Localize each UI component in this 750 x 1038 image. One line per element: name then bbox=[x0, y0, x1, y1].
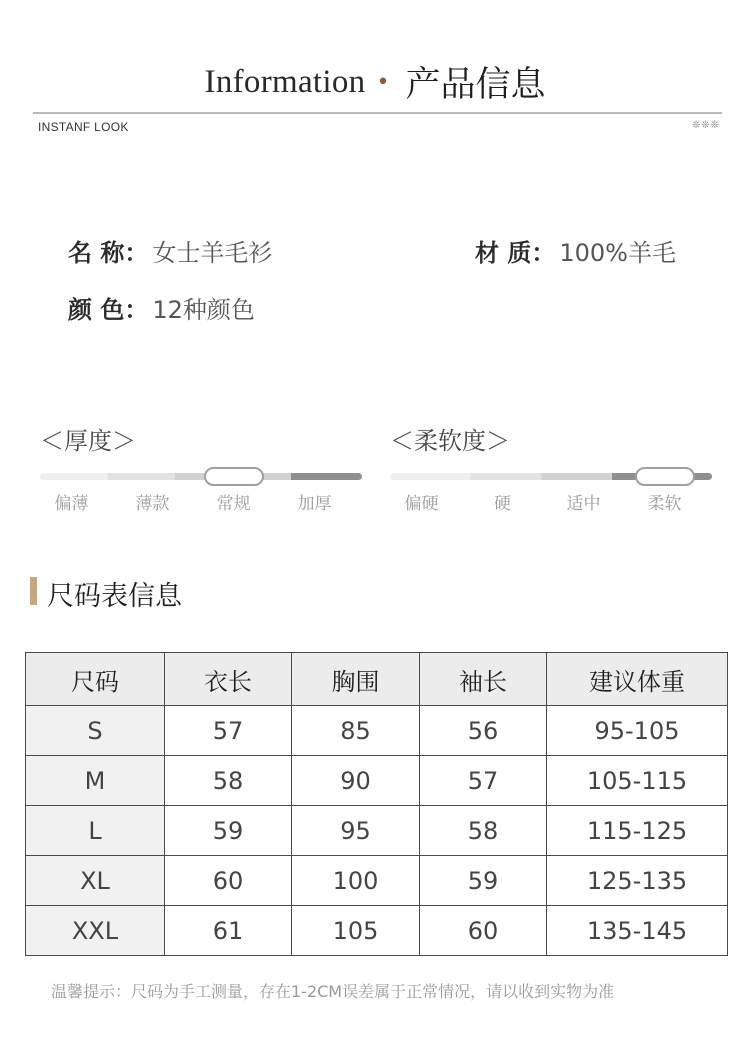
size-chart-title: 尺码表信息 bbox=[47, 581, 182, 612]
header-separator-dot: • bbox=[376, 69, 390, 95]
product-material-label: 材 质： bbox=[475, 238, 556, 267]
product-name-row bbox=[68, 234, 272, 266]
header-divider bbox=[33, 112, 722, 114]
size-cell: L bbox=[26, 806, 165, 856]
thickness-indicator-knob bbox=[204, 467, 264, 486]
sleeve-cell: 56 bbox=[420, 706, 547, 756]
softness-option: 硬 bbox=[494, 494, 511, 514]
ornament-icon: ❊❊❊ bbox=[691, 120, 720, 131]
product-material-value: 100%羊毛 bbox=[559, 238, 676, 267]
weight-cell: 105-115 bbox=[547, 756, 728, 806]
thickness-scale-labels bbox=[31, 489, 355, 514]
column-header-weight: 建议体重 bbox=[547, 653, 728, 706]
page-header bbox=[0, 58, 750, 106]
brand-label: INSTANF LOOK bbox=[38, 120, 129, 134]
softness-option: 柔软 bbox=[647, 494, 682, 514]
size-cell: XXL bbox=[26, 906, 165, 956]
sleeve-cell: 58 bbox=[420, 806, 547, 856]
thickness-option: 常规 bbox=[216, 494, 251, 514]
product-color-label: 颜 色： bbox=[68, 295, 149, 324]
table-row bbox=[26, 806, 728, 856]
size-cell: M bbox=[26, 756, 165, 806]
sleeve-cell: 57 bbox=[420, 756, 547, 806]
softness-indicator-knob bbox=[635, 467, 695, 486]
softness-title: ＜柔软度＞ bbox=[390, 427, 510, 455]
sleeve-cell: 60 bbox=[420, 906, 547, 956]
chest-cell: 85 bbox=[292, 706, 420, 756]
chest-cell: 100 bbox=[292, 856, 420, 906]
sleeve-cell: 59 bbox=[420, 856, 547, 906]
thickness-title: ＜厚度＞ bbox=[40, 427, 136, 455]
product-material-row bbox=[475, 234, 676, 266]
column-header-chest: 胸围 bbox=[292, 653, 420, 706]
column-header-size: 尺码 bbox=[26, 653, 165, 706]
table-row bbox=[26, 706, 728, 756]
product-name-value: 女士羊毛衫 bbox=[152, 238, 273, 267]
length-cell: 60 bbox=[165, 856, 292, 906]
chest-cell: 105 bbox=[292, 906, 420, 956]
weight-cell: 95-105 bbox=[547, 706, 728, 756]
header-title-en: Information bbox=[204, 63, 366, 100]
column-header-sleeve: 袖长 bbox=[420, 653, 547, 706]
size-cell: S bbox=[26, 706, 165, 756]
softness-scale-labels bbox=[381, 489, 705, 514]
length-cell: 58 bbox=[165, 756, 292, 806]
product-color-row bbox=[68, 291, 255, 323]
column-header-length: 衣长 bbox=[165, 653, 292, 706]
chest-cell: 90 bbox=[292, 756, 420, 806]
header-title-cn: 产品信息 bbox=[405, 65, 546, 105]
product-color-value: 12种颜色 bbox=[152, 295, 255, 324]
section-accent-bar bbox=[30, 577, 37, 605]
table-header-row bbox=[26, 653, 728, 706]
table-head bbox=[26, 653, 728, 706]
size-cell: XL bbox=[26, 856, 165, 906]
size-chart-table bbox=[25, 652, 728, 956]
footer-note: 温馨提示：尺码为手工测量，存在1-2CM误差属于正常情况，请以收到实物为准 bbox=[51, 982, 615, 1001]
table-row bbox=[26, 906, 728, 956]
chest-cell: 95 bbox=[292, 806, 420, 856]
thickness-scale-bar bbox=[40, 473, 362, 480]
product-name-label: 名 称： bbox=[68, 238, 149, 267]
length-cell: 59 bbox=[165, 806, 292, 856]
thickness-option: 加厚 bbox=[297, 494, 332, 514]
weight-cell: 135-145 bbox=[547, 906, 728, 956]
thickness-option: 偏薄 bbox=[54, 494, 89, 514]
table-body bbox=[26, 706, 728, 956]
softness-option: 适中 bbox=[566, 494, 601, 514]
weight-cell: 125-135 bbox=[547, 856, 728, 906]
weight-cell: 115-125 bbox=[547, 806, 728, 856]
table-row bbox=[26, 756, 728, 806]
length-cell: 57 bbox=[165, 706, 292, 756]
table-row bbox=[26, 856, 728, 906]
thickness-option: 薄款 bbox=[135, 494, 170, 514]
length-cell: 61 bbox=[165, 906, 292, 956]
softness-option: 偏硬 bbox=[404, 494, 439, 514]
